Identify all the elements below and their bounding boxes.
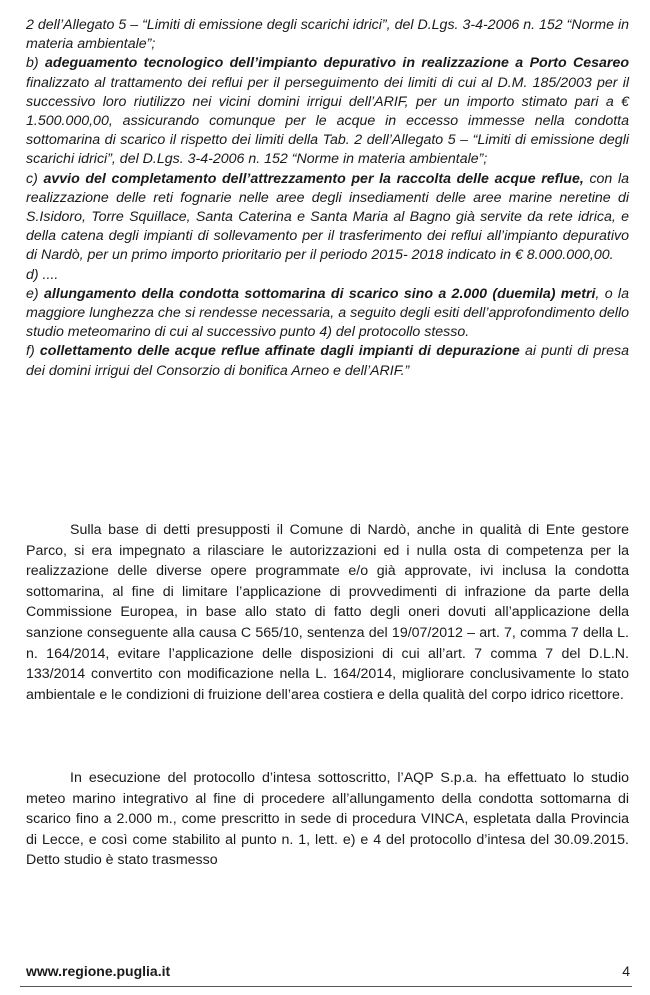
list-item-f: [26, 342, 629, 380]
paragraph-section-2: [26, 768, 629, 871]
list-section: [26, 16, 629, 381]
list-item-e: [26, 285, 629, 343]
list-item-e-label: e): [26, 285, 39, 302]
list-item-d-text: d) ....: [26, 266, 59, 283]
list-item-e-text: , o la maggiore lunghezza che si rendesse necessaria, a seguito degli esiti dell’approfondimento dello studio meteomarino di cui al successivo punto 4) del protocollo stesso.: [26, 285, 629, 341]
footer-website: www.regione.puglia.it: [26, 963, 171, 979]
paragraph-section-1: [26, 520, 629, 705]
list-item-c: [26, 170, 629, 266]
body-paragraph-2: In esecuzione del protocollo d’intesa sottoscritto, l’AQP S.p.a. ha effettuato lo studio meteo marino integrativo al fine di procedere all’allungamento della condotta sottomarna di scarico fino a 2.000 m., come prescritto in sede di procedura VINCA, espletata dalla Provincia di Lecce, e così come stabilito al punto n. 1, lett. e) e 4 del protocollo d’intesa del 30.09.2015. Detto studio è stato trasmesso: [26, 770, 629, 869]
list-item-c-heading: avvio del completamento dell’attrezzamento per la raccolta delle acque reflue,: [43, 170, 584, 187]
list-item-a-continuation: [26, 16, 629, 54]
list-item-b-text: finalizzato al trattamento dei reflui per il perseguimento dei limiti di cui al D.M. 185/2003 per il successivo loro riutilizzo nei vicini domini irrigui dell’ARIF, per un importo stimato pari a € 1.500.000,00, assicurando comunque per le acque in eccesso immesse nella condotta sottomarina di scarico il rispetto dei limiti della Tab. 2 dell’Allegato 5 – “Limiti di emissione degli scarichi idrici”, del D.Lgs. 3-4-2006 n. 152 “Norme in materia ambientale”;: [26, 74, 629, 168]
list-item-f-label: f): [26, 343, 35, 360]
list-item-f-text: ai punti di presa dei domini irrigui del Consorzio di bonifica Arneo e dell’ARIF.”: [26, 343, 629, 379]
list-item-b-label: b): [26, 55, 39, 72]
list-item-f-heading: collettamento delle acque reflue affinate dagli impianti di depurazione: [39, 343, 520, 360]
footer-divider: [20, 986, 632, 987]
list-item-d: [26, 266, 629, 285]
list-item-e-heading: allungamento della condotta sottomarina di scarico sino a 2.000 (duemila) metri: [43, 285, 596, 302]
list-item-c-label: c): [26, 170, 38, 187]
list-item-b: [26, 54, 629, 169]
footer-page-number: 4: [622, 963, 630, 979]
list-item-a-text: 2 dell’Allegato 5 – “Limiti di emissione degli scarichi idrici”, del D.Lgs. 3-4-2006 n. 152 “Norme in materia ambientale”;: [26, 17, 629, 53]
body-paragraph-1: Sulla base di detti presupposti il Comune di Nardò, anche in qualità di Ente gestore Parco, si era impegnato a rilasciare le autorizzazioni ed i nulla osta di competenza per la realizzazione delle diverse opere programmate e/o già approvate, ivi inclusa la condotta sottomarina, al fine di limitare l’applicazione di provvedimenti di infrazione da parte della Commissione Europea, in base allo stato di fatto degli oneri dovuti all’applicazione della sanzione conseguente alla causa C 565/10, sentenza del 19/07/2012 – art. 7, comma 7 della L. n. 164/2014, evitare l’applicazione delle disposizioni di cui all’art. 7 comma 7 del D.L.N. 133/2014 convertito con modificazione nella L. 164/2014, migliorare conclusivamente lo stato ambientale e le condizioni di fruizione dell’area costiera e della qualità del corpo idrico ricettore.: [26, 522, 629, 703]
list-item-b-heading: adeguamento tecnologico dell’impianto depurativo in realizzazione a Porto Cesareo: [45, 55, 629, 72]
list-item-c-text: con la realizzazione delle reti fognarie nelle aree degli insediamenti delle aree marine neretine di S.Isidoro, Torre Squillace, Santa Caterina e Santa Maria al Bagno già servite da rete idrica, e della catena degli impianti di sollevamento per il trasferimento dei reflui all’impianto depurativo di Nardò, per un primo importo prioritario per il periodo 2015- 2018 indicato in € 8.000.000,00.: [26, 170, 629, 264]
